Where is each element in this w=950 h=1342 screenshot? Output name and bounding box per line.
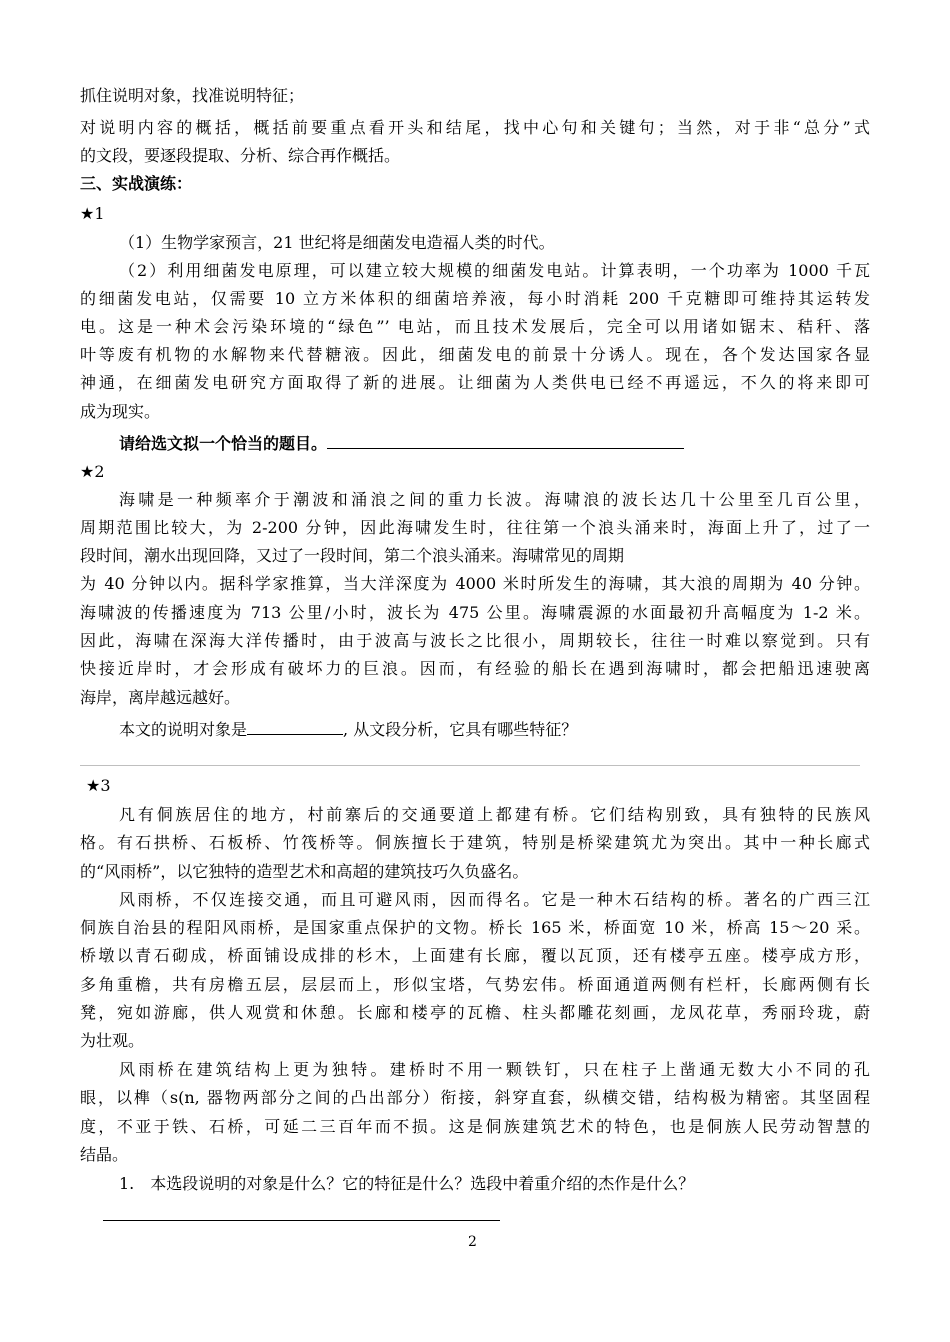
- ex1-p2-line-1: （2）利用细菌发电原理，可以建立较大规模的细菌发电站。计算表明，一个功率为 1000 千瓦: [119, 261, 870, 280]
- footer-rule: [103, 1220, 500, 1221]
- answer-separator-line: [80, 765, 860, 766]
- ex2-answer-blank[interactable]: [247, 719, 343, 735]
- ex1-p2-line-4: 叶等废有机物的水解物来代替糖液。因此，细菌发电的前景十分诱人。现在，各个发达国家各显: [80, 345, 870, 364]
- ex3-line-4: 风雨桥，不仅连接交通，而且可避风雨，因而得名。它是一种木石结构的桥。著名的广西三江: [119, 890, 870, 909]
- ex1-p2-line-6: 成为现实。: [80, 402, 161, 421]
- intro-line-1: 抓住说明对象，找准说明特征；: [80, 86, 305, 105]
- ex2-question-pre: 本文的说明对象是: [119, 720, 248, 739]
- page-number: 2: [468, 1234, 477, 1250]
- ex3-line-9: 为壮观。: [80, 1031, 145, 1050]
- ex3-line-13: 结晶。: [80, 1145, 129, 1164]
- ex2-question-post: , 从文段分析，它具有哪些特征？: [343, 720, 578, 739]
- ex1-paragraph-1: （1）生物学家预言，21 世纪将是细菌发电造福人类的时代。: [119, 233, 555, 252]
- ex3-line-11: 眼，以榫（s(n, 器物两部分之间的凸出部分）衔接，斜穿直套，纵横交错，结构极为精密。其坚固程: [80, 1088, 870, 1107]
- ex1-question: [119, 433, 684, 454]
- ex1-answer-blank[interactable]: [327, 433, 684, 449]
- ex2-line-5: 海啸波的传播速度为 713 公里/小时，波长为 475 公里。海啸震源的水面最初升高幅度为 1-2 米。: [80, 603, 870, 622]
- intro-line-2: 对说明内容的概括，概括前要重点看开头和结尾，找中心句和关键句；当然，对于非“总分”式: [80, 118, 870, 137]
- ex2-line-4: 为 40 分钟以内。据科学家推算，当大洋深度为 4000 米时所发生的海啸，其大浪的周期为 40 分钟。: [80, 574, 870, 593]
- exercise-3-star: ★3: [86, 776, 111, 795]
- ex3-line-12: 度，不亚于铁、石桥，可延二三百年而不损。这是侗族建筑艺术的特色，也是侗族人民劳动智慧的: [80, 1117, 870, 1136]
- ex2-line-3: 段时间，潮水出现回降，又过了一段时间，第二个浪头涌来。海啸常见的周期: [80, 546, 625, 565]
- ex1-question-text: 请给选文拟一个恰当的题目。: [119, 434, 328, 453]
- ex2-line-2: 周期范围比较大，为 2-200 分钟，因此海啸发生时，往往第一个浪头涌来时，海面上升了，过了一: [80, 518, 870, 537]
- ex1-p2-line-2: 的细菌发电站，仅需要 10 立方米体积的细菌培养液，每小时消耗 200 千克糖即可维持其运转发: [80, 289, 870, 308]
- ex2-line-6: 因此，海啸在深海大洋传播时，由于波高与波长之比很小，周期较长，往往一时难以察觉到。只有: [80, 631, 870, 650]
- ex2-line-7: 快接近岸时，才会形成有破坏力的巨浪。因而，有经验的船长在遇到海啸时，都会把船迅速驶离: [80, 659, 870, 678]
- ex1-p2-line-5: 神通，在细菌发电研究方面取得了新的进展。让细菌为人类供电已经不再遥远，不久的将来即可: [80, 373, 870, 392]
- ex3-question-1: 1. 本选段说明的对象是什么？它的特征是什么？选段中着重介绍的杰作是什么？: [119, 1174, 695, 1193]
- ex3-line-3: 的“风雨桥”，以它独特的造型艺术和高超的建筑技巧久负盛名。: [80, 862, 529, 881]
- ex3-line-5: 侗族自治县的程阳风雨桥，是国家重点保护的文物。桥长 165 米，桥面宽 10 米，桥高 15～20 采。: [80, 918, 870, 937]
- ex3-line-6: 桥墩以青石砌成，桥面铺设成排的杉木，上面建有长廊，覆以瓦顶，还有楼亭五座。楼亭成方形，: [80, 946, 870, 965]
- ex3-line-1: 凡有侗族居住的地方，村前寨后的交通要道上都建有桥。它们结构别致，具有独特的民族风: [119, 805, 870, 824]
- ex2-question: [119, 719, 577, 740]
- ex3-line-8: 凳，宛如游廊，供人观赏和休憩。长廊和楼亭的瓦檐、柱头都雕花刻画，龙凤花草，秀丽玲珑，蔚: [80, 1003, 870, 1022]
- ex3-line-10: 风雨桥在建筑结构上更为独特。建桥时不用一颗铁钉，只在柱子上凿通无数大小不同的孔: [119, 1060, 870, 1079]
- ex3-line-2: 格。有石拱桥、石板桥、竹筏桥等。侗族擅长于建筑，特别是桥梁建筑尤为突出。其中一种长廊式: [80, 833, 870, 852]
- ex2-line-8: 海岸，离岸越远越好。: [80, 688, 241, 707]
- section-heading: 三、实战演练：: [80, 174, 193, 193]
- exercise-2-star: ★2: [80, 462, 105, 481]
- ex3-line-7: 多角重檐，共有房檐五层，层层而上，形似宝塔，气势宏伟。桥面通道两侧有栏杆，长廊两侧有长: [80, 975, 870, 994]
- exercise-1-star: ★1: [80, 204, 105, 223]
- intro-line-3: 的文段，要逐段提取、分析、综合再作概括。: [80, 146, 401, 165]
- ex1-p2-line-3: 电。这是一种术会污染环境的“绿色”’ 电站，而且技术发展后，完全可以用诸如锯末、秸秆、落: [80, 317, 870, 336]
- ex2-line-1: 海啸是一种频率介于潮波和涌浪之间的重力长波。海啸浪的波长达几十公里至几百公里，: [119, 490, 870, 509]
